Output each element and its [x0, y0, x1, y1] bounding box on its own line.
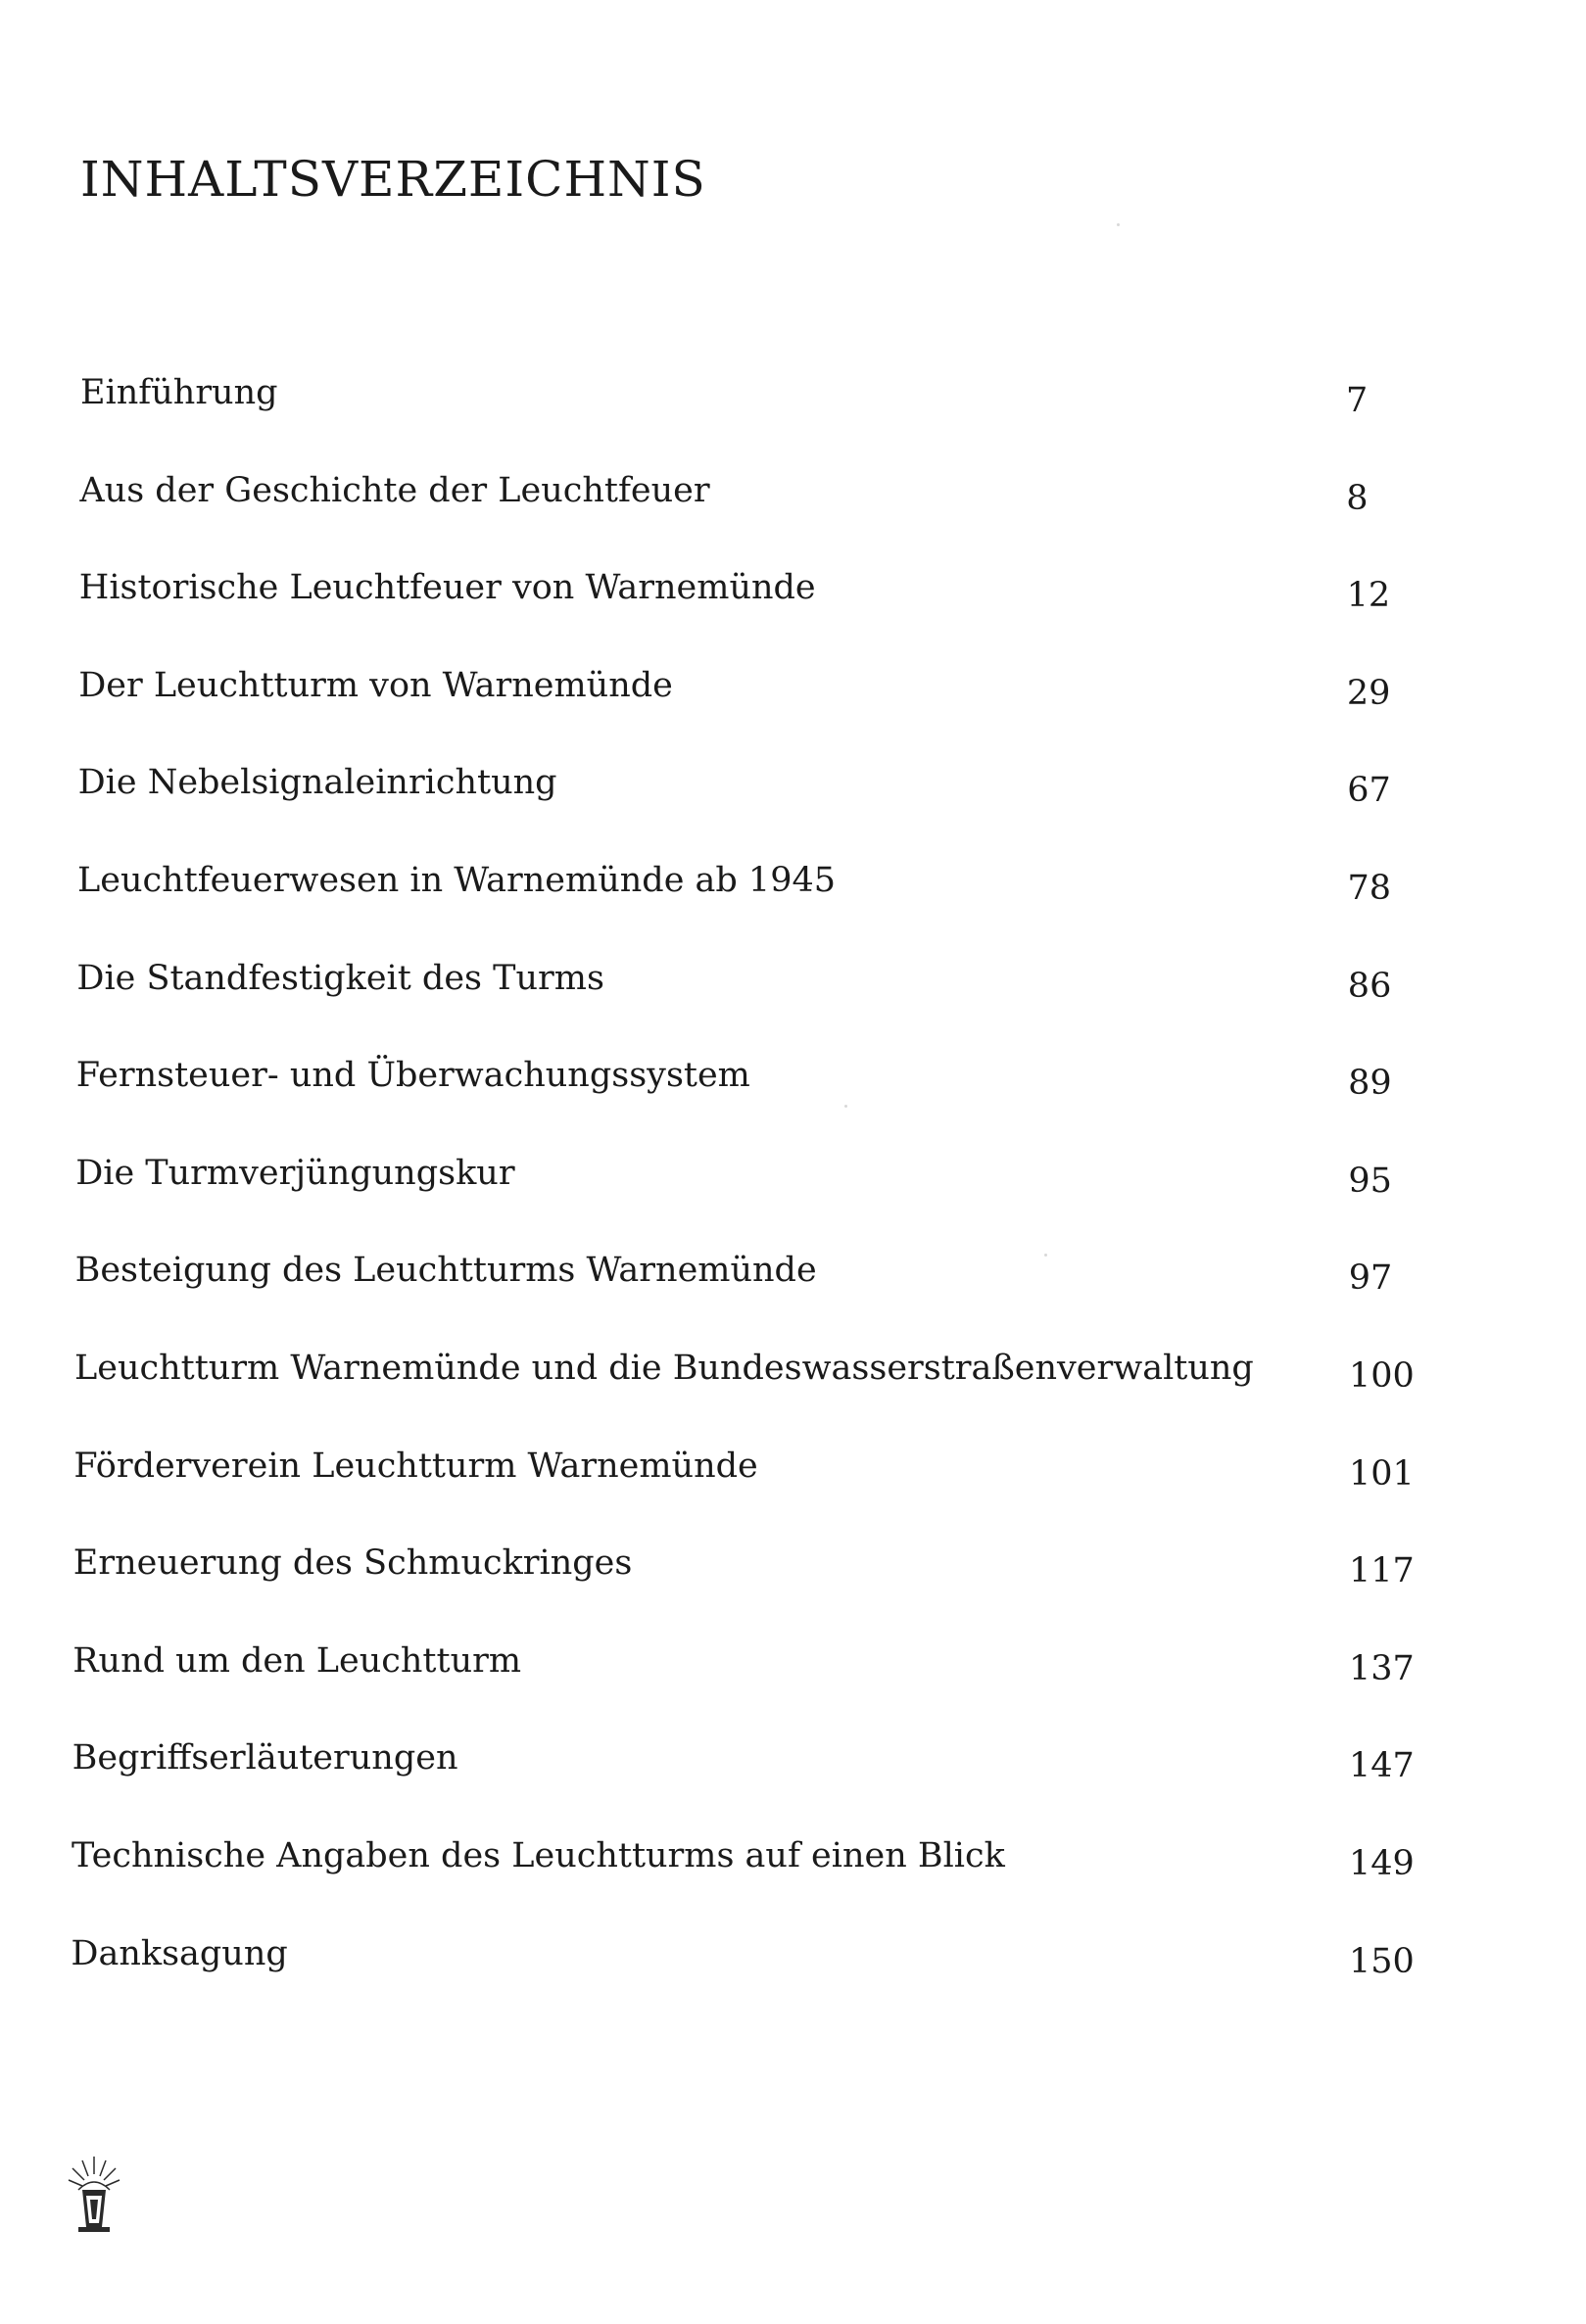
- toc-entry-page: 86: [1347, 966, 1392, 1006]
- toc-entry: [0, 1056, 1586, 1117]
- toc-entry-title: Begriffserläuterungen: [72, 1738, 458, 1779]
- toc-entry-page: 95: [1348, 1161, 1392, 1201]
- toc-entry: [0, 470, 1586, 533]
- toc-entry-page: 29: [1346, 673, 1391, 713]
- toc-entry: [0, 568, 1586, 630]
- toc-entry: [0, 1933, 1586, 1996]
- toc-entry: [0, 958, 1586, 1020]
- scan-speck: [1044, 1254, 1047, 1257]
- toc-entry: [0, 1153, 1586, 1215]
- scan-speck: [844, 1105, 847, 1108]
- toc-entry-page: 8: [1346, 478, 1369, 518]
- toc-entry: [0, 1640, 1586, 1703]
- toc-entry-page: 97: [1348, 1258, 1393, 1299]
- toc-entry-page: 12: [1346, 576, 1391, 616]
- toc-entry: [0, 665, 1586, 728]
- toc-entry: [0, 1251, 1586, 1312]
- toc-entry-title: Die Standfestigkeit des Turms: [76, 958, 604, 998]
- toc-entry-page: 149: [1349, 1844, 1415, 1883]
- toc-entry: [0, 1543, 1586, 1605]
- toc-entry: [0, 1446, 1586, 1508]
- toc-entry-title: Erneuerung des Schmuckringes: [72, 1543, 633, 1584]
- toc-entry-title: Besteigung des Leuchtturms Warnemünde: [74, 1251, 817, 1291]
- toc-entry-title: Fernsteuer- und Überwachungssystem: [75, 1056, 750, 1096]
- page-title: INHALTSVERZEICHNIS: [80, 151, 706, 208]
- toc-entry: [0, 763, 1586, 825]
- toc-entry-title: Einführung: [80, 373, 278, 412]
- toc-entry-title: Die Turmverjüngungskur: [75, 1153, 515, 1193]
- toc-entry-title: Die Nebelsignaleinrichtung: [77, 763, 557, 803]
- toc-entry-page: 101: [1349, 1453, 1415, 1494]
- toc-entry-page: 100: [1349, 1356, 1415, 1396]
- toc-entry-title: Leuchtturm Warnemünde und die Bundeswasserstraßenverwaltung: [74, 1349, 1254, 1388]
- toc-entry-page: 137: [1349, 1648, 1415, 1688]
- toc-entry-title: Danksagung: [71, 1933, 288, 1973]
- toc-entry-title: Rund um den Leuchtturm: [72, 1640, 522, 1681]
- toc-entry: [0, 1349, 1586, 1410]
- toc-entry-title: Technische Angaben des Leuchtturms auf einen Blick: [72, 1836, 1005, 1875]
- toc-entry-page: 117: [1349, 1551, 1415, 1591]
- toc-entry-title: Historische Leuchtfeuer von Warnemünde: [78, 568, 816, 608]
- toc-entry: [0, 373, 1586, 435]
- toc-entry: [0, 1836, 1586, 1898]
- toc-entry-title: Der Leuchtturm von Warnemünde: [78, 665, 673, 705]
- toc-entry-page: 7: [1346, 381, 1369, 420]
- toc-entry: [0, 1738, 1586, 1800]
- toc-entry-page: 150: [1349, 1941, 1415, 1981]
- toc-entry-page: 147: [1349, 1746, 1415, 1786]
- lighthouse-emblem-icon: [65, 2155, 123, 2235]
- toc-entry-title: Leuchtfeuerwesen in Warnemünde ab 1945: [77, 861, 836, 900]
- toc-entry-page: 89: [1348, 1064, 1392, 1104]
- toc-entry-page: 78: [1347, 869, 1392, 908]
- toc-entry-title: Aus der Geschichte der Leuchtfeuer: [79, 470, 710, 510]
- toc-entry-page: 67: [1347, 771, 1391, 811]
- toc-entry-title: Förderverein Leuchtturm Warnemünde: [73, 1446, 758, 1486]
- toc-entry: [0, 861, 1586, 923]
- scan-speck: [1117, 223, 1120, 226]
